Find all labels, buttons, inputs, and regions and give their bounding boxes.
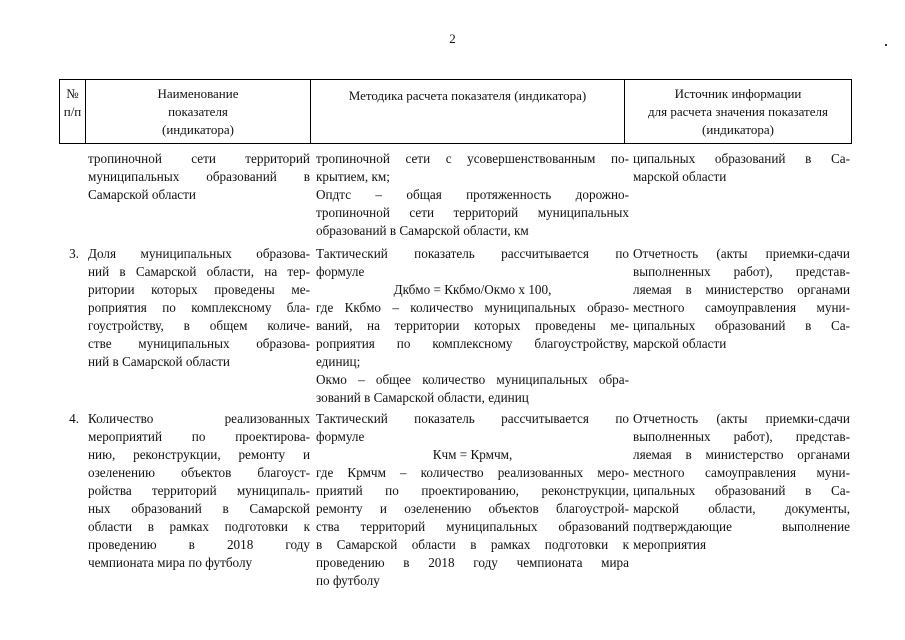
header-name: Наименование показателя (индикатора) xyxy=(86,80,311,144)
text-line: местного самоуправления муни- xyxy=(633,300,850,315)
text-line: роприятия по комплексному благоустройству, xyxy=(316,336,629,351)
text-line: тропиночной сети территорий муниципальных xyxy=(316,205,629,220)
text-line: ных образований в Самарской xyxy=(88,501,310,516)
text-line: ремонту и озеленению объектов благоустрой- xyxy=(316,501,629,516)
text-line: мероприятия xyxy=(633,537,707,552)
text-line: единиц; xyxy=(316,354,361,369)
text-line: выполненных работ), представ- xyxy=(633,264,850,279)
continuation-name xyxy=(88,150,310,204)
text-line: ства территорий муниципальных образований xyxy=(316,519,629,534)
row-number: 4. xyxy=(69,411,79,426)
text-line: ний в Самарской области, на тер- xyxy=(88,264,310,279)
row-method xyxy=(316,245,629,407)
continuation-method xyxy=(316,150,629,240)
text-line: Отчетность (акты приемки-сдачи xyxy=(633,246,850,261)
text-line: формуле xyxy=(316,264,365,279)
header-source: Источник информации для расчета значения показателя (индикатора) xyxy=(625,80,852,144)
text-line: Тактический показатель рассчитывается по xyxy=(316,411,629,426)
text-line: мероприятий по проектирова- xyxy=(88,429,310,444)
text-line: марской области xyxy=(633,336,727,351)
text-line: где Ккбмо – количество муниципальных образо- xyxy=(316,300,629,315)
text-line: по футболу xyxy=(316,573,380,588)
text-line: ний в Самарской области xyxy=(88,354,230,369)
text-line: марской области, документы, xyxy=(633,501,850,516)
row-number: 3. xyxy=(69,246,79,261)
text-line: роприятия по комплексному бла- xyxy=(88,300,310,315)
text-line: выполненных работ), представ- xyxy=(633,429,850,444)
text-line: тропиночной сети с усовершенствованным по- xyxy=(316,151,629,166)
text-line: ляемая в министерство органами xyxy=(633,447,850,462)
text-line: ритории которых проведены ме- xyxy=(88,282,310,297)
row-method xyxy=(316,410,629,590)
text-line: где Крмчм – количество реализованных меро- xyxy=(316,465,629,480)
text-line: ципальных образований в Са- xyxy=(633,151,850,166)
text-line: зований в Самарской области, единиц xyxy=(316,390,529,405)
table-header xyxy=(59,79,852,144)
text-line: ципальных образований в Са- xyxy=(633,483,850,498)
text-line: Отчетность (акты приемки-сдачи xyxy=(633,411,850,426)
row-name xyxy=(88,410,310,572)
text-line: подтверждающие выполнение xyxy=(633,519,850,534)
row-name xyxy=(88,245,310,371)
scan-mark xyxy=(885,44,887,46)
text-line: крытием, км; xyxy=(316,169,390,184)
text-line: ройства территорий муниципаль- xyxy=(88,483,310,498)
text-line: Самарской области xyxy=(88,187,196,202)
text-line: Кчм = Крмчм, xyxy=(432,447,513,462)
page-number: 2 xyxy=(449,31,456,46)
text-line: ципальных образований в Са- xyxy=(633,318,850,333)
row-source xyxy=(633,245,850,353)
text-line: гоустройству, в общем количе- xyxy=(88,318,310,333)
text-line: Количество реализованных xyxy=(88,411,310,426)
text-line: марской области xyxy=(633,169,727,184)
text-line: муниципальных образований в xyxy=(88,169,310,184)
text-line: приятий по проектированию, реконструкции, xyxy=(316,483,629,498)
text-line: Тактический показатель рассчитывается по xyxy=(316,246,629,261)
text-line: нию, реконструкции, ремонту и xyxy=(88,447,310,462)
text-line: области в рамках подготовки к xyxy=(88,519,310,534)
text-line: озеленению объектов благоуст- xyxy=(88,465,310,480)
text-line: ваний, на территории которых проведены ме- xyxy=(316,318,629,333)
text-line: Oпдтс – общая протяженность дорожно- xyxy=(316,187,629,202)
text-line: тропиночной сети территорий xyxy=(88,151,310,166)
text-line: чемпионата мира по футболу xyxy=(88,555,253,570)
text-line: формуле xyxy=(316,429,365,444)
text-line: Дкбмо = Ккбмо/Окмо х 100, xyxy=(393,282,552,297)
text-line: проведению в 2018 году xyxy=(88,537,310,552)
header-number: № п/п xyxy=(60,80,86,144)
row-source xyxy=(633,410,850,554)
header-method: Методика расчета показателя (индикатора) xyxy=(311,80,625,144)
text-line: Доля муниципальных образова- xyxy=(88,246,310,261)
text-line: в Самарской области в рамках подготовки к xyxy=(316,537,629,552)
text-line: стве муниципальных образова- xyxy=(88,336,310,351)
text-line: ляемая в министерство органами xyxy=(633,282,850,297)
text-line: Окмо – общее количество муниципальных обра- xyxy=(316,372,629,387)
text-line: местного самоуправления муни- xyxy=(633,465,850,480)
text-line: проведению в 2018 году чемпионата мира xyxy=(316,555,629,570)
text-line: образований в Самарской области, км xyxy=(316,223,529,238)
continuation-source xyxy=(633,150,850,186)
